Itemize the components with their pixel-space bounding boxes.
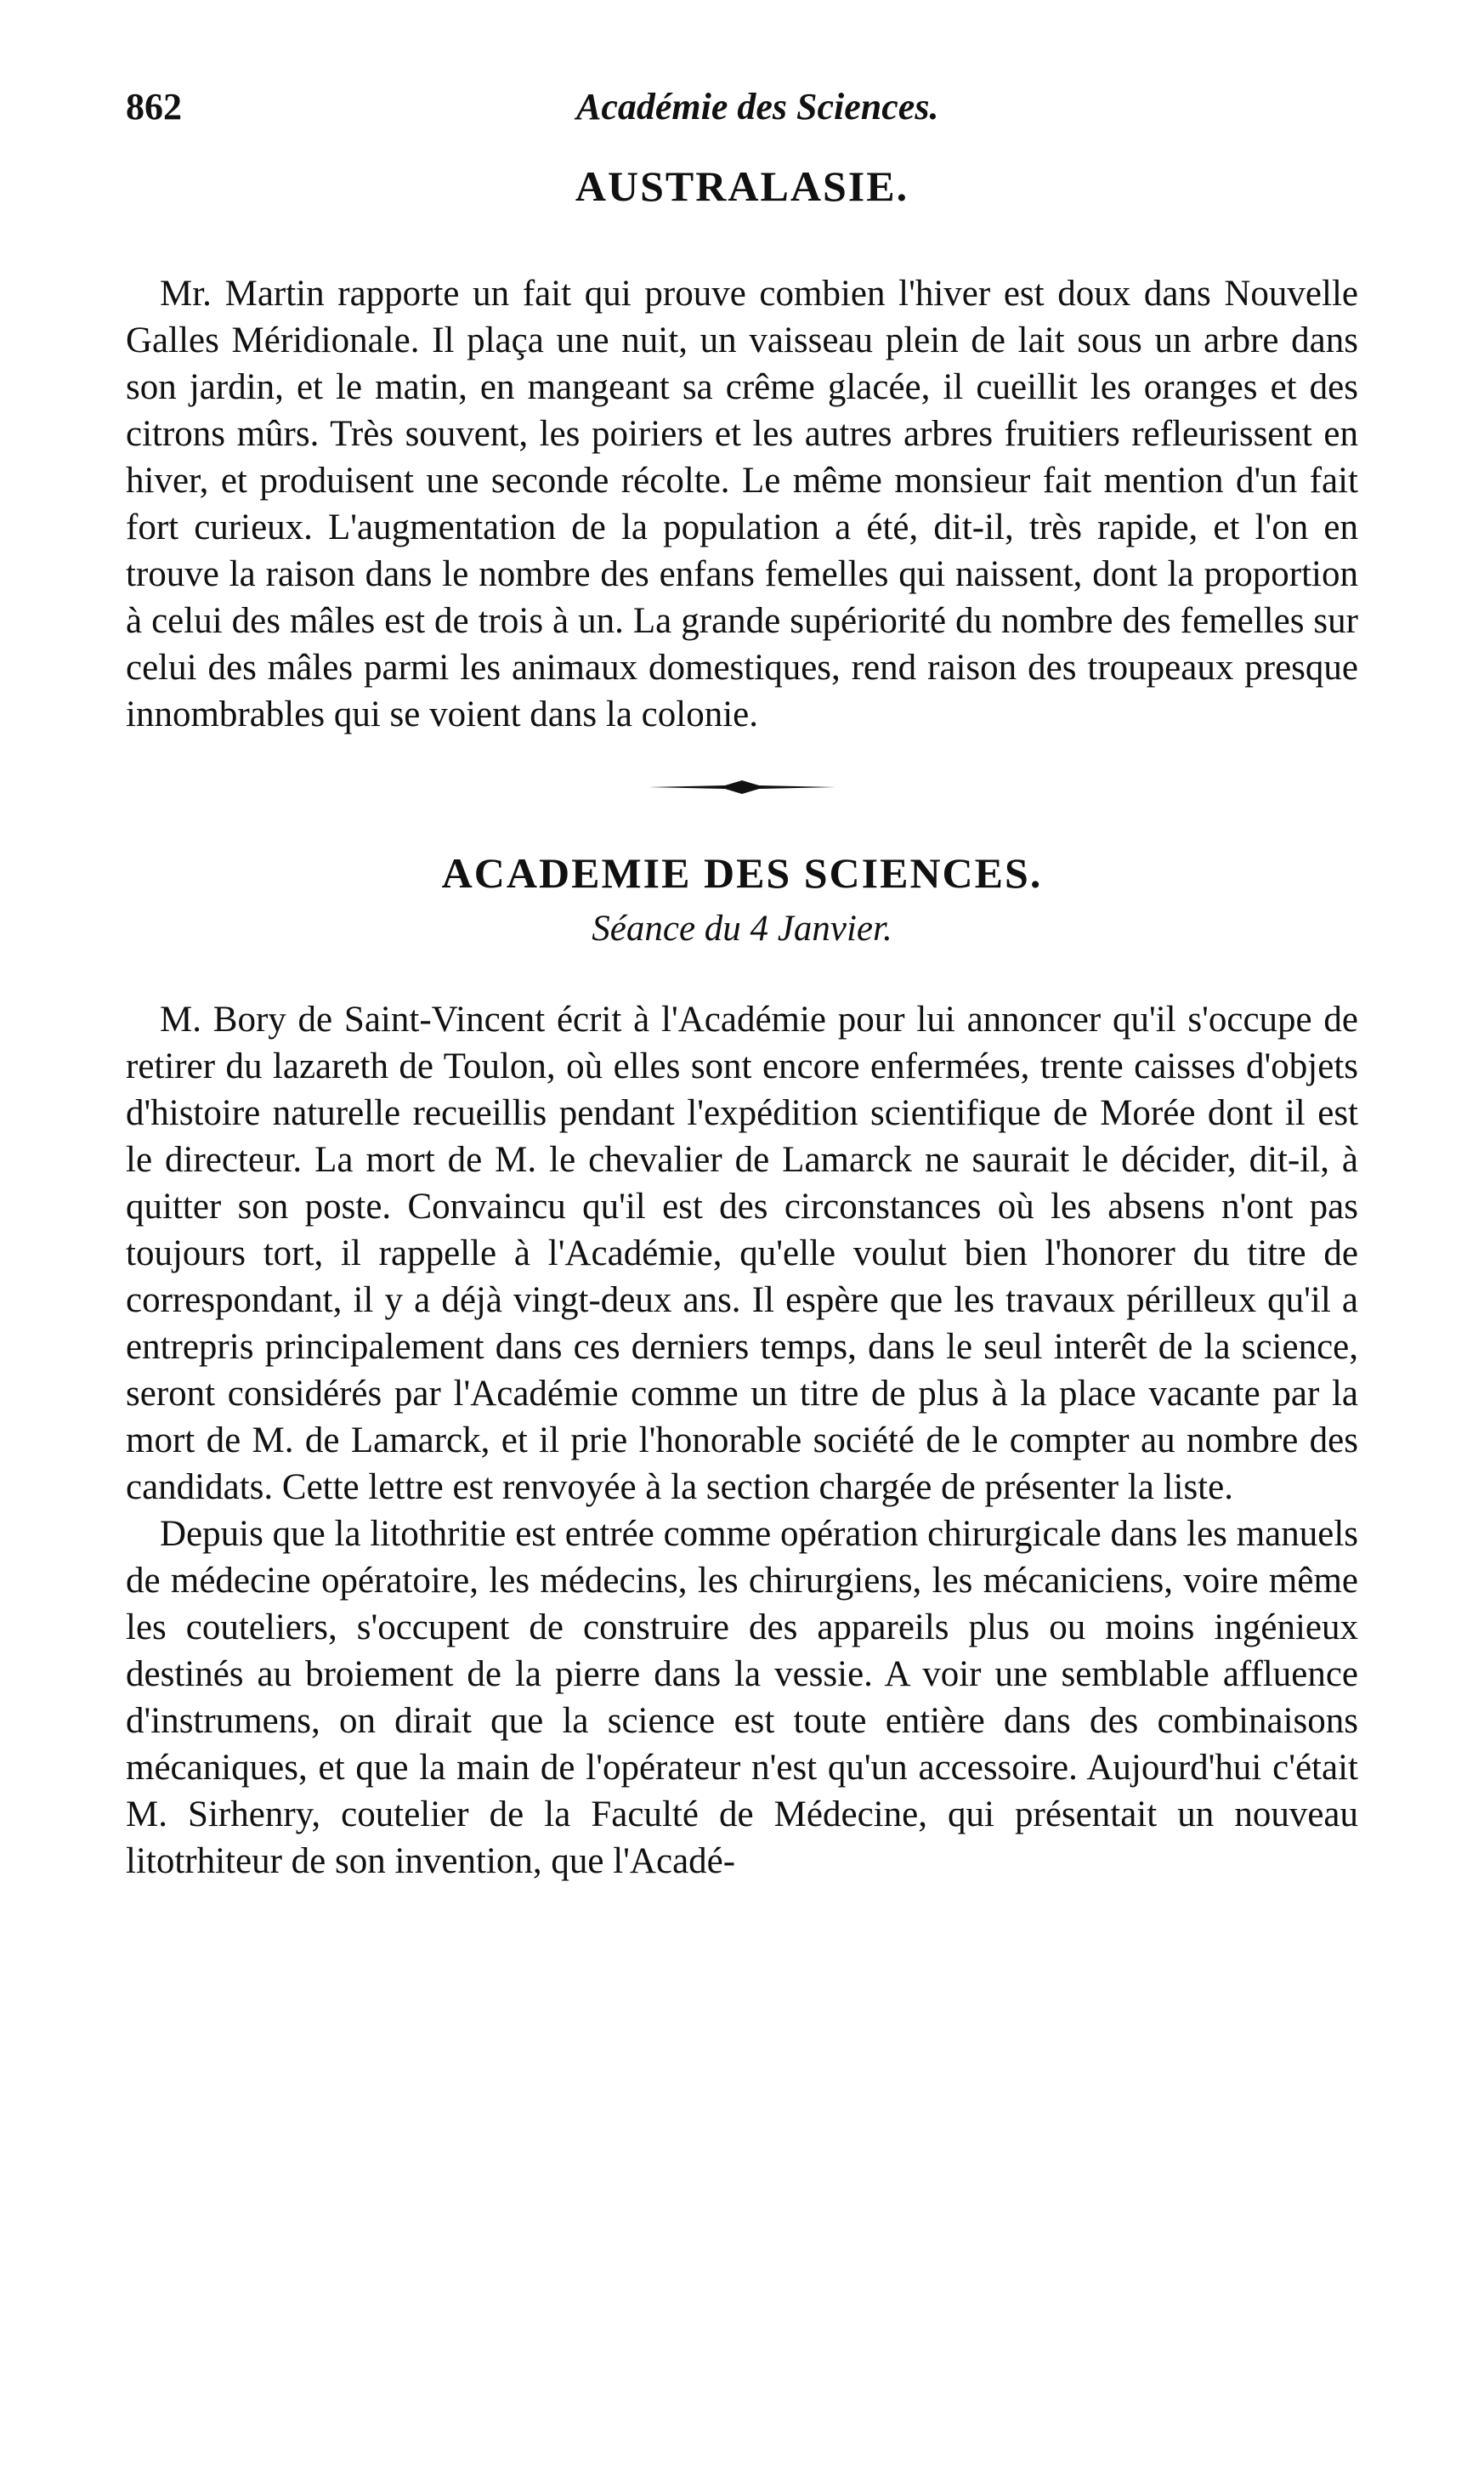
book-page bbox=[126, 85, 1358, 1885]
running-head bbox=[126, 85, 1358, 136]
section-title-australasie: AUSTRALASIE. bbox=[575, 162, 909, 210]
ornament-rule-icon bbox=[649, 779, 835, 796]
paragraph-litothritie: Depuis que la litothritie est entrée comme opération chirurgicale dans les manuels de médecine opératoire, les médecins, les chirurgiens, les mécaniciens, voire même les couteliers, s'occupent de construire des appareils plus ou moins ingénieux destinés au broiement de la pierre dans la vessie. A voir une semblable affluence d'instrumens, on dirait que la science est toute entière dans des combinaisons mécaniques, et que la main de l'opérateur n'est qu'un accessoire. Aujourd'hui c'était M. Sirhenry, coutelier de la Faculté de Médecine, qui présentait un nouveau litotrhiteur de son invention, que l'Acadé- bbox=[126, 1514, 1358, 1881]
session-date: Séance du 4 Janvier. bbox=[592, 909, 892, 949]
paragraph-australasie: Mr. Martin rapporte un fait qui prouve combien l'hiver est doux dans Nouvelle Galles Méridionale. Il plaça une nuit, un vaisseau plein de lait sous un arbre dans son jardin, et le matin, en mangeant sa crême glacée, il cueillit les oranges et des citrons mûrs. Très souvent, les poiriers et les autres arbres fruitiers refleurissent en hiver, et produisent une seconde récolte. Le même monsieur fait mention d'un fait fort curieux. L'augmentation de la population a été, dit-il, très rapide, et l'on en trouve la raison dans le nombre des enfans femelles qui naissent, dont la proportion à celui des mâles est de trois à un. La grande supériorité du nombre des femelles sur celui des mâles parmi les animaux domestiques, rend raison des troupeaux presque innombrables qui se voient dans la colonie. bbox=[126, 274, 1358, 734]
section-title-academie: ACADEMIE DES SCIENCES. bbox=[441, 849, 1043, 897]
section-divider bbox=[649, 779, 835, 796]
page-number: 862 bbox=[126, 86, 182, 128]
paragraph-bory: M. Bory de Saint-Vincent écrit à l'Académie pour lui annoncer qu'il s'occupe de retirer du lazareth de Toulon, où elles sont encore enfermées, trente caisses d'objets d'histoire naturelle recueillis pendant l'expédition scientifique de Morée dont il est le directeur. La mort de M. le chevalier de Lamarck ne saurait le décider, dit-il, à quitter son poste. Convaincu qu'il est des circonstances où les absens n'ont pas toujours tort, il rappelle à l'Académie, qu'elle voulut bien l'honorer du titre de correspondant, il y a déjà vingt-deux ans. Il espère que les travaux périlleux qu'il a entrepris principalement dans ces derniers temps, dans le seul interêt de la science, seront considérés par l'Académie comme un titre de plus à la place vacante par la mort de M. de Lamarck, et il prie l'honorable société de le compter au nombre des candidats. Cette lettre est renvoyée à la section chargée de présenter la liste. bbox=[126, 1000, 1358, 1507]
running-title: Académie des Sciences. bbox=[576, 86, 939, 128]
